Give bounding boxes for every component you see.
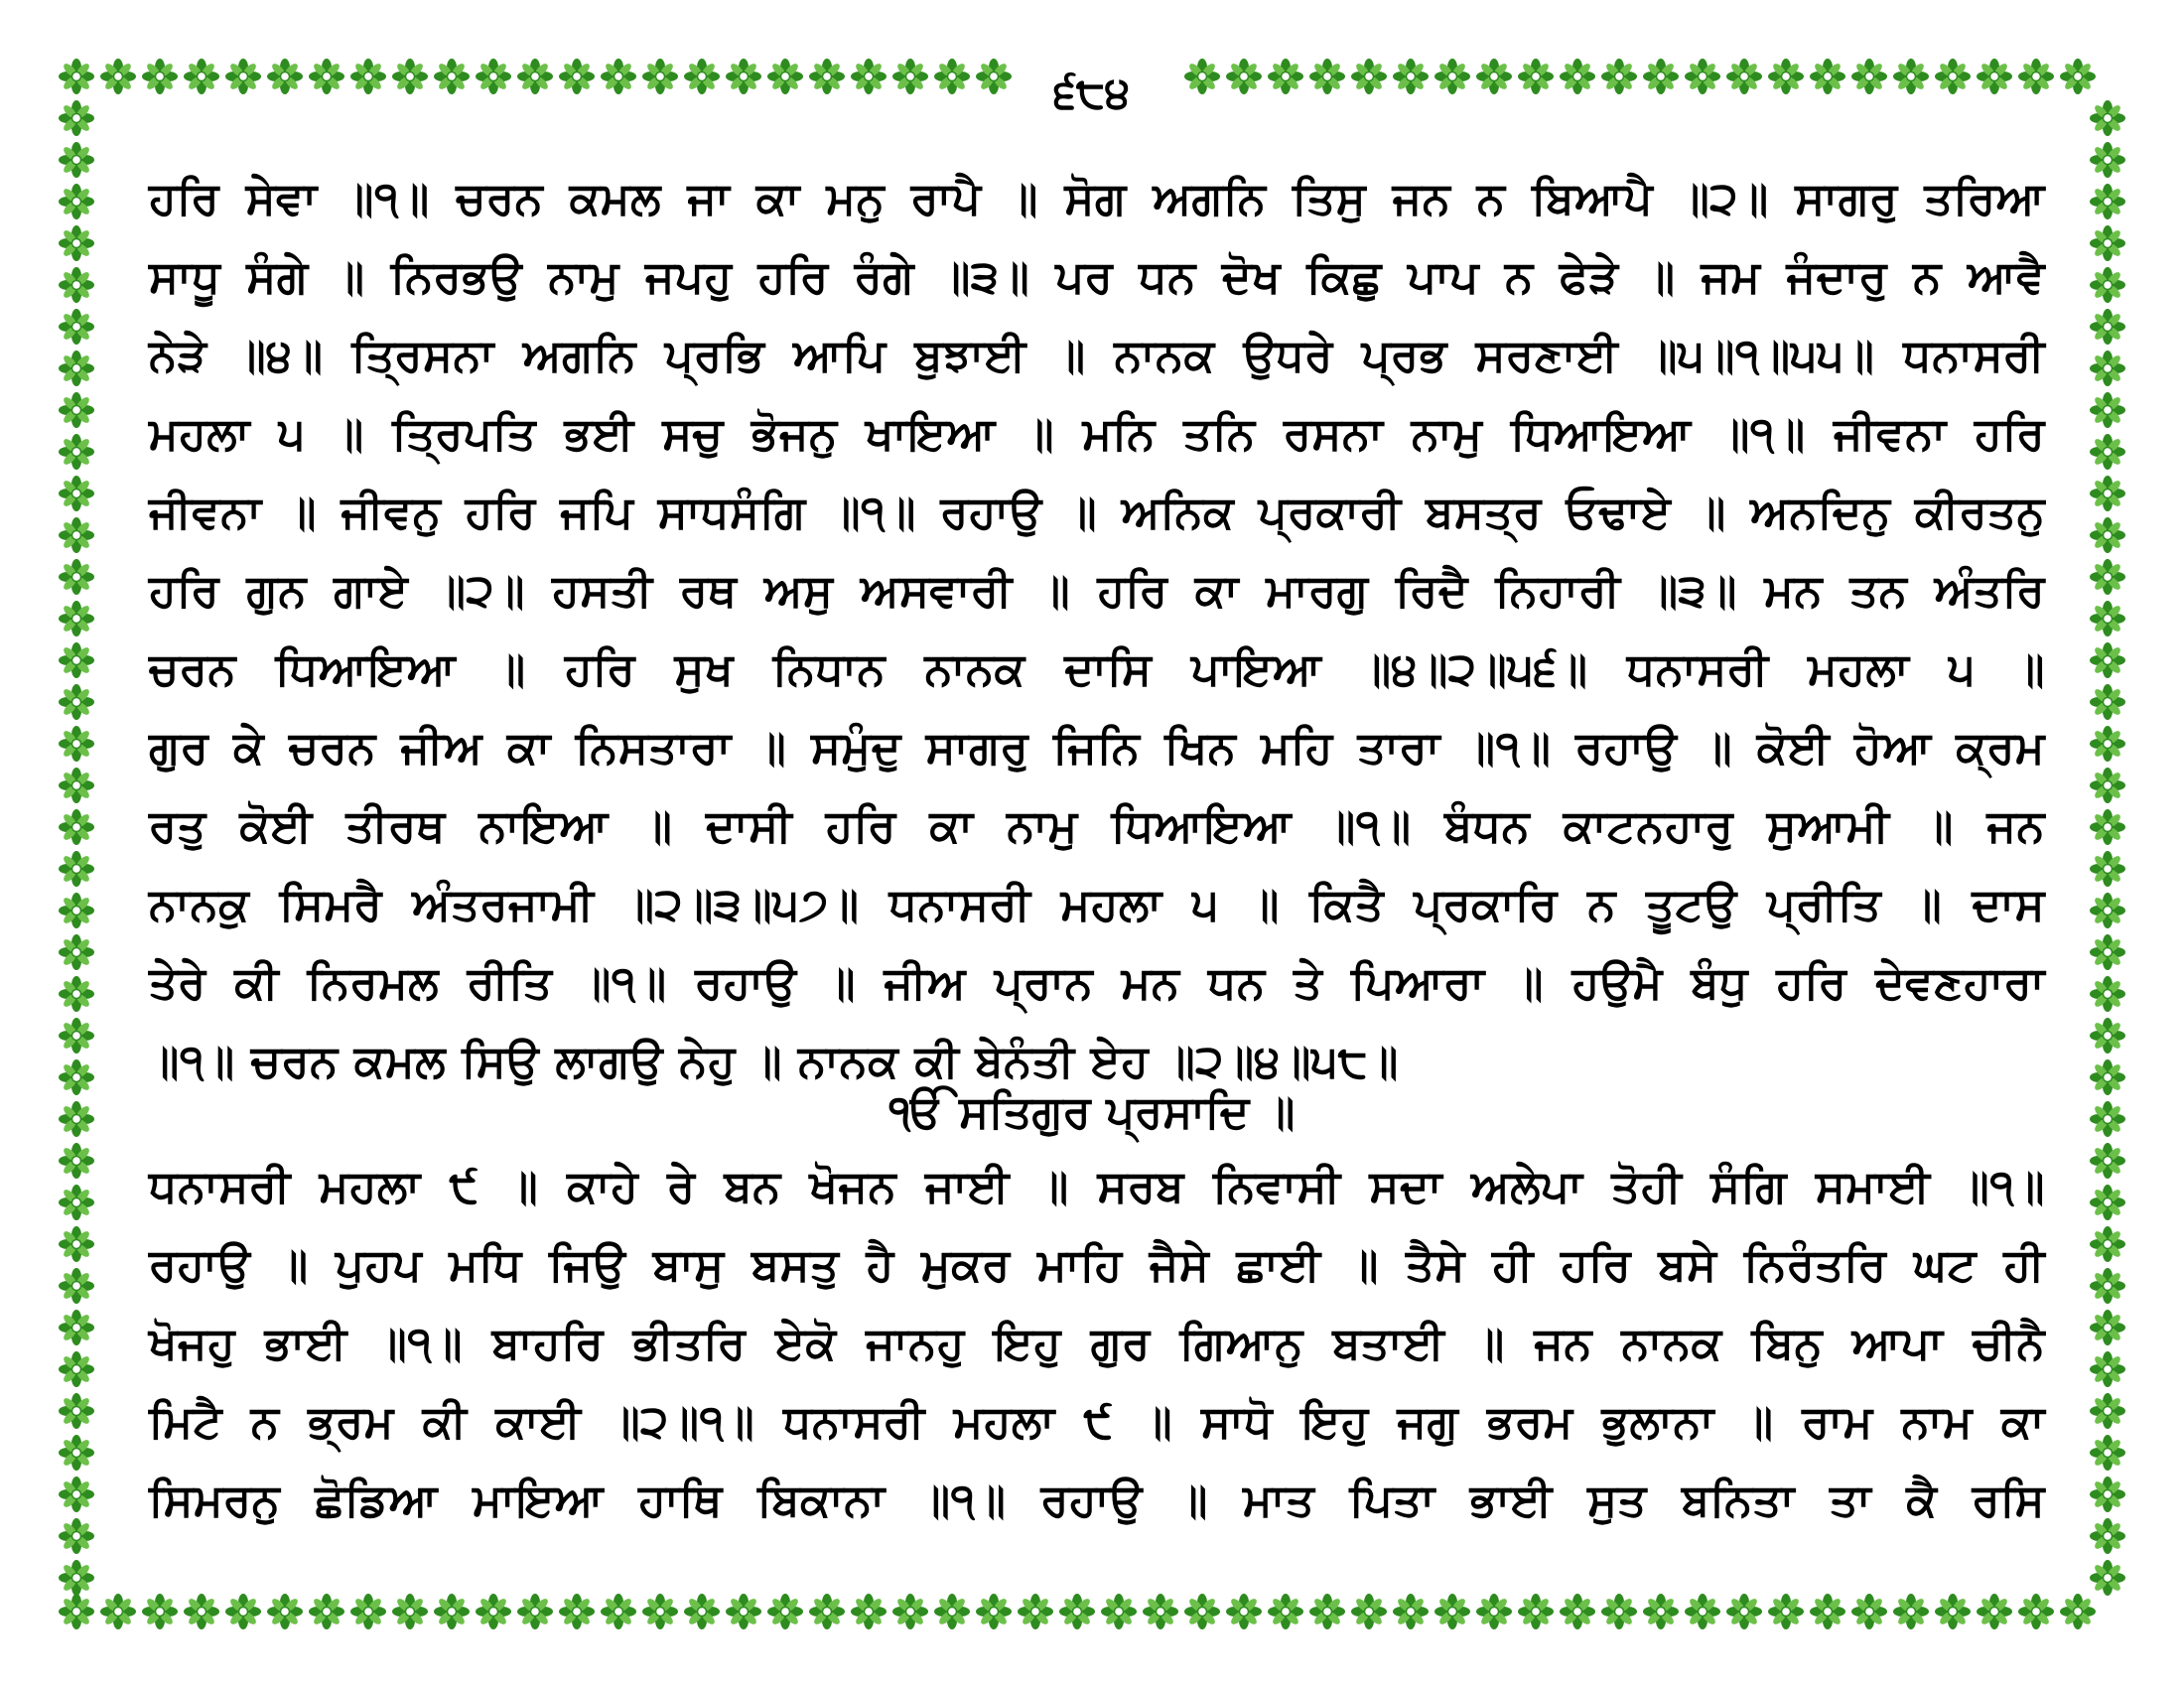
flower-ornament <box>1685 59 1720 94</box>
flower-ornament <box>1977 59 2012 94</box>
flower-ornament <box>2090 809 2125 845</box>
flower-ornament <box>892 1594 928 1629</box>
flower-ornament <box>1309 59 1345 94</box>
flower-ornament <box>1101 1594 1137 1629</box>
flower-ornament <box>2090 559 2125 595</box>
flower-ornament <box>1726 59 1762 94</box>
flower-ornament <box>1935 59 1971 94</box>
flower-ornament <box>59 1143 94 1179</box>
flower-ornament <box>2090 142 2125 178</box>
flower-ornament <box>434 59 470 94</box>
text-line: ਤੇਰੇ ਕੀ ਨਿਰਮਲ ਰੀਤਿ ॥੧॥ ਰਹਾਉ ॥ ਜੀਅ ਪ੍ਰਾਨ ਮਨ ਧਨ ਤੇ ਪਿਆਰਾ ॥ ਹਉਮੈ ਬੰਧੁ ਹਰਿ ਦੇਵਣਹਾਰਾ <box>149 956 2045 1009</box>
flower-ornament <box>59 1226 94 1262</box>
flower-ornament <box>2018 59 2054 94</box>
flower-ornament <box>1351 1594 1387 1629</box>
flower-ornament <box>851 59 887 94</box>
flower-ornament <box>100 59 136 94</box>
flower-ornament <box>2090 434 2125 470</box>
flower-ornament <box>1893 1594 1929 1629</box>
text-line: ॥੧॥ ਚਰਨ ਕਮਲ ਸਿਉ ਲਾਗਉ ਨੇਹੁ ॥ ਨਾਨਕ ਕੀ ਬੇਨੰਤੀ ਏਹ ॥੨॥੪॥੫੮॥ <box>149 1035 1399 1087</box>
flower-ornament <box>59 1018 94 1054</box>
flower-ornament <box>1309 1594 1345 1629</box>
flower-ornament <box>59 768 94 803</box>
flower-ornament <box>59 559 94 595</box>
flower-ornament <box>59 392 94 428</box>
flower-ornament <box>2090 1518 2125 1554</box>
flower-ornament <box>1184 1594 1220 1629</box>
flower-ornament <box>350 59 386 94</box>
flower-ornament <box>2090 1393 2125 1429</box>
text-line: ਗੁਰ ਕੇ ਚਰਨ ਜੀਅ ਕਾ ਨਿਸਤਾਰਾ ॥ ਸਮੁੰਦੁ ਸਾਗਰੁ ਜਿਨਿ ਖਿਨ ਮਹਿ ਤਾਰਾ ॥੧॥ ਰਹਾਉ ॥ ਕੋਈ ਹੋਆ ਕ੍ਰਮ <box>149 721 2045 774</box>
flower-ornament <box>59 934 94 970</box>
flower-ornament <box>2060 59 2096 94</box>
flower-ornament <box>1143 1594 1178 1629</box>
flower-ornament <box>350 1594 386 1629</box>
flower-ornament <box>476 59 511 94</box>
flower-ornament <box>1685 1594 1720 1629</box>
flower-ornament <box>59 601 94 636</box>
flower-ornament <box>59 1435 94 1471</box>
flower-ornament <box>934 59 970 94</box>
flower-ornament <box>267 1594 303 1629</box>
flower-ornament <box>559 59 595 94</box>
flower-ornament <box>1226 59 1262 94</box>
flower-ornament <box>476 1594 511 1629</box>
flower-ornament <box>2060 1594 2096 1629</box>
flower-ornament <box>2090 1351 2125 1387</box>
text-line: ਰਤੁ ਕੋਈ ਤੀਰਥ ਨਾਇਆ ॥ ਦਾਸੀ ਹਰਿ ਕਾ ਨਾਮੁ ਧਿਆਇਆ ॥੧॥ ਬੰਧਨ ਕਾਟਨਹਾਰੁ ਸੁਆਮੀ ॥ ਜਨ <box>149 799 2045 852</box>
flower-ornament <box>1393 1594 1429 1629</box>
flower-ornament <box>1268 59 1303 94</box>
flower-ornament <box>59 976 94 1012</box>
flower-ornament <box>142 59 178 94</box>
flower-ornament <box>2090 476 2125 511</box>
flower-ornament <box>2018 1594 2054 1629</box>
flower-ornament <box>601 59 636 94</box>
flower-ornament <box>976 1594 1012 1629</box>
flower-ornament <box>684 59 720 94</box>
flower-ornament <box>59 517 94 553</box>
flower-ornament <box>2090 1560 2125 1596</box>
flower-ornament <box>517 1594 553 1629</box>
flower-ornament <box>2090 1143 2125 1179</box>
flower-ornament <box>1018 1594 1053 1629</box>
flower-ornament <box>2090 1185 2125 1220</box>
flower-ornament <box>559 1594 595 1629</box>
flower-ornament <box>2090 601 2125 636</box>
flower-ornament <box>601 1594 636 1629</box>
flower-ornament <box>59 267 94 303</box>
flower-ornament <box>2090 1226 2125 1262</box>
flower-ornament <box>225 1594 261 1629</box>
flower-ornament <box>1601 59 1637 94</box>
mool-mantar-heading: ੴ ਸਤਿਗੁਰ ਪ੍ਰਸਾਦਿ ॥ <box>888 1085 1296 1138</box>
text-line: ਸਾਧੂ ਸੰਗੇ ॥ ਨਿਰਭਉ ਨਾਮੁ ਜਪਹੁ ਹਰਿ ਰੰਗੇ ॥੩॥ ਪਰ ਧਨ ਦੋਖ ਕਿਛੁ ਪਾਪ ਨ ਫੇੜੇ ॥ ਜਮ ਜੰਦਾਰੁ ਨ ਆਵੈ <box>149 250 2045 303</box>
text-line: ਨੇੜੇ ॥੪॥ ਤ੍ਰਿਸਨਾ ਅਗਨਿ ਪ੍ਰਭਿ ਆਪਿ ਬੁਝਾਈ ॥ ਨਾਨਕ ਉਧਰੇ ਪ੍ਰਭ ਸਰਣਾਈ ॥੫॥੧॥੫੫॥ ਧਨਾਸਰੀ <box>149 329 2045 381</box>
flower-ornament <box>142 1594 178 1629</box>
flower-ornament <box>1851 1594 1887 1629</box>
text-line: ਮਹਲਾ ੫ ॥ ਤ੍ਰਿਪਤਿ ਭਈ ਸਚੁ ਭੋਜਨੁ ਖਾਇਆ ॥ ਮਨਿ ਤਨਿ ਰਸਨਾ ਨਾਮੁ ਧਿਆਇਆ ॥੧॥ ਜੀਵਨਾ ਹਰਿ <box>149 407 2045 460</box>
flower-ornament <box>1434 59 1470 94</box>
flower-ornament <box>59 809 94 845</box>
flower-ornament <box>59 642 94 678</box>
flower-ornament <box>1768 1594 1804 1629</box>
flower-ornament <box>1476 1594 1512 1629</box>
text-line: ਚਰਨ ਧਿਆਇਆ ॥ ਹਰਿ ਸੁਖ ਨਿਧਾਨ ਨਾਨਕ ਦਾਸਿ ਪਾਇਆ ॥੪॥੨॥੫੬॥ ਧਨਾਸਰੀ ਮਹਲਾ ੫ ॥ <box>149 642 2045 695</box>
text-line: ਖੋਜਹੁ ਭਾਈ ॥੧॥ ਬਾਹਰਿ ਭੀਤਰਿ ਏਕੋ ਜਾਨਹੁ ਇਹੁ ਗੁਰ ਗਿਆਨੁ ਬਤਾਈ ॥ ਜਨ ਨਾਨਕ ਬਿਨੁ ਆਪਾ ਚੀਨੈ <box>149 1317 2045 1369</box>
text-line: ਹਰਿ ਸੇਵਾ ॥੧॥ ਚਰਨ ਕਮਲ ਜਾ ਕਾ ਮਨੁ ਰਾਪੈ ॥ ਸੋਗ ਅਗਨਿ ਤਿਸੁ ਜਨ ਨ ਬਿਆਪੈ ॥੨॥ ਸਾਗਰੁ ਤਰਿਆ <box>149 172 2045 224</box>
flower-ornament <box>1851 59 1887 94</box>
flower-ornament <box>2090 976 2125 1012</box>
flower-ornament <box>59 1594 94 1629</box>
flower-ornament <box>2090 267 2125 303</box>
flower-ornament <box>1560 1594 1595 1629</box>
page-number: ੬੮੪ <box>1037 66 1147 121</box>
text-line: ਮਿਟੈ ਨ ਭ੍ਰਮ ਕੀ ਕਾਈ ॥੨॥੧॥ ਧਨਾਸਰੀ ਮਹਲਾ ੯ ॥ ਸਾਧੋ ਇਹੁ ਜਗੁ ਭਰਮ ਭੁਲਾਨਾ ॥ ਰਾਮ ਨਾਮ ਕਾ <box>149 1395 2045 1448</box>
flower-ornament <box>59 1185 94 1220</box>
text-line: ਰਹਾਉ ॥ ਪੁਹਪ ਮਧਿ ਜਿਉ ਬਾਸੁ ਬਸਤੁ ਹੈ ਮੁਕਰ ਮਾਹਿ ਜੈਸੇ ਛਾਈ ॥ ਤੈਸੇ ਹੀ ਹਰਿ ਬਸੇ ਨਿਰੰਤਰਿ ਘਟ ਹੀ <box>149 1238 2045 1291</box>
text-line: ਹਰਿ ਗੁਨ ਗਾਏ ॥੨॥ ਹਸਤੀ ਰਥ ਅਸੁ ਅਸਵਾਰੀ ॥ ਹਰਿ ਕਾ ਮਾਰਗੁ ਰਿਦੈ ਨਿਹਾਰੀ ॥੩॥ ਮਨ ਤਨ ਅੰਤਰਿ <box>149 564 2045 617</box>
flower-ornament <box>1643 1594 1679 1629</box>
flower-ornament <box>2090 1268 2125 1304</box>
flower-ornament <box>59 1310 94 1345</box>
flower-ornament <box>59 351 94 386</box>
flower-ornament <box>2090 309 2125 345</box>
flower-ornament <box>100 1594 136 1629</box>
flower-ornament <box>1935 1594 1971 1629</box>
flower-ornament <box>309 59 344 94</box>
flower-ornament <box>726 59 761 94</box>
flower-ornament <box>1351 59 1387 94</box>
flower-ornament <box>2090 392 2125 428</box>
flower-ornament <box>1977 1594 2012 1629</box>
flower-ornament <box>2090 851 2125 887</box>
flower-ornament <box>2090 184 2125 219</box>
flower-ornament <box>1810 1594 1845 1629</box>
flower-ornament <box>2090 934 2125 970</box>
flower-ornament <box>726 1594 761 1629</box>
flower-ornament <box>392 59 428 94</box>
flower-ornament <box>59 59 94 94</box>
flower-ornament <box>1893 59 1929 94</box>
flower-ornament <box>2090 1435 2125 1471</box>
flower-ornament <box>684 1594 720 1629</box>
flower-ornament <box>2090 1018 2125 1054</box>
flower-ornament <box>1768 59 1804 94</box>
flower-ornament <box>1476 59 1512 94</box>
flower-ornament <box>59 684 94 720</box>
flower-ornament <box>767 59 803 94</box>
flower-ornament <box>1601 1594 1637 1629</box>
flower-ornament <box>851 1594 887 1629</box>
flower-ornament <box>1268 1594 1303 1629</box>
flower-ornament <box>642 1594 678 1629</box>
flower-ornament <box>642 59 678 94</box>
flower-ornament <box>1560 59 1595 94</box>
flower-ornament <box>767 1594 803 1629</box>
flower-ornament <box>309 1594 344 1629</box>
flower-ornament <box>59 434 94 470</box>
text-line: ਧਨਾਸਰੀ ਮਹਲਾ ੯ ॥ ਕਾਹੇ ਰੇ ਬਨ ਖੋਜਨ ਜਾਈ ॥ ਸਰਬ ਨਿਵਾਸੀ ਸਦਾ ਅਲੇਪਾ ਤੋਹੀ ਸੰਗਿ ਸਮਾਈ ॥੧॥ <box>149 1160 2045 1212</box>
flower-ornament <box>2090 1310 2125 1345</box>
flower-ornament <box>1518 1594 1554 1629</box>
flower-ornament <box>2090 684 2125 720</box>
flower-ornament <box>1393 59 1429 94</box>
flower-ornament <box>59 893 94 928</box>
flower-ornament <box>1184 59 1220 94</box>
flower-ornament <box>59 851 94 887</box>
flower-ornament <box>2090 1477 2125 1512</box>
flower-ornament <box>184 1594 219 1629</box>
flower-ornament <box>2090 100 2125 136</box>
flower-ornament <box>517 59 553 94</box>
flower-ornament <box>59 1268 94 1304</box>
flower-ornament <box>267 59 303 94</box>
flower-ornament <box>1518 59 1554 94</box>
flower-ornament <box>934 1594 970 1629</box>
flower-ornament <box>2090 726 2125 762</box>
flower-ornament <box>59 1351 94 1387</box>
flower-ornament <box>59 142 94 178</box>
flower-ornament <box>59 309 94 345</box>
flower-ornament <box>59 476 94 511</box>
flower-ornament <box>59 1518 94 1554</box>
flower-ornament <box>809 59 845 94</box>
text-line: ਜੀਵਨਾ ॥ ਜੀਵਨੁ ਹਰਿ ਜਪਿ ਸਾਧਸੰਗਿ ॥੧॥ ਰਹਾਉ ॥ ਅਨਿਕ ਪ੍ਰਕਾਰੀ ਬਸਤ੍ਰ ਓਢਾਏ ॥ ਅਨਦਿਨੁ ਕੀਰਤਨੁ <box>149 486 2045 538</box>
flower-ornament <box>1434 1594 1470 1629</box>
flower-ornament <box>59 225 94 261</box>
flower-ornament <box>2090 225 2125 261</box>
flower-ornament <box>2090 642 2125 678</box>
flower-ornament <box>1059 1594 1095 1629</box>
flower-ornament <box>59 1393 94 1429</box>
mool-mantar-heading-wrap <box>0 1082 2184 1142</box>
flower-ornament <box>59 726 94 762</box>
flower-ornament <box>225 59 261 94</box>
flower-ornament <box>1810 59 1845 94</box>
flower-ornament <box>809 1594 845 1629</box>
flower-ornament <box>59 1560 94 1596</box>
flower-ornament <box>976 59 1012 94</box>
flower-ornament <box>184 59 219 94</box>
flower-ornament <box>892 59 928 94</box>
flower-ornament <box>2090 517 2125 553</box>
flower-ornament <box>1726 1594 1762 1629</box>
flower-ornament <box>2090 768 2125 803</box>
flower-ornament <box>434 1594 470 1629</box>
flower-ornament <box>59 1477 94 1512</box>
scripture-text-block-2 <box>149 1147 2045 1539</box>
text-line: ਨਾਨਕੁ ਸਿਮਰੈ ਅੰਤਰਜਾਮੀ ॥੨॥੩॥੫੭॥ ਧਨਾਸਰੀ ਮਹਲਾ ੫ ॥ ਕਿਤੈ ਪ੍ਰਕਾਰਿ ਨ ਤੂਟਉ ਪ੍ਰੀਤਿ ॥ ਦਾਸ <box>149 878 2045 930</box>
text-line: ਸਿਮਰਨੁ ਛੋਡਿਆ ਮਾਇਆ ਹਾਥਿ ਬਿਕਾਨਾ ॥੧॥ ਰਹਾਉ ॥ ਮਾਤ ਪਿਤਾ ਭਾਈ ਸੁਤ ਬਨਿਤਾ ਤਾ ਕੈ ਰਸਿ <box>149 1474 2045 1526</box>
flower-ornament <box>2090 351 2125 386</box>
flower-ornament <box>59 100 94 136</box>
scripture-text-block <box>149 159 2045 1100</box>
flower-ornament <box>1226 1594 1262 1629</box>
flower-ornament <box>2090 893 2125 928</box>
flower-ornament <box>392 1594 428 1629</box>
flower-ornament <box>1643 59 1679 94</box>
flower-ornament <box>59 184 94 219</box>
